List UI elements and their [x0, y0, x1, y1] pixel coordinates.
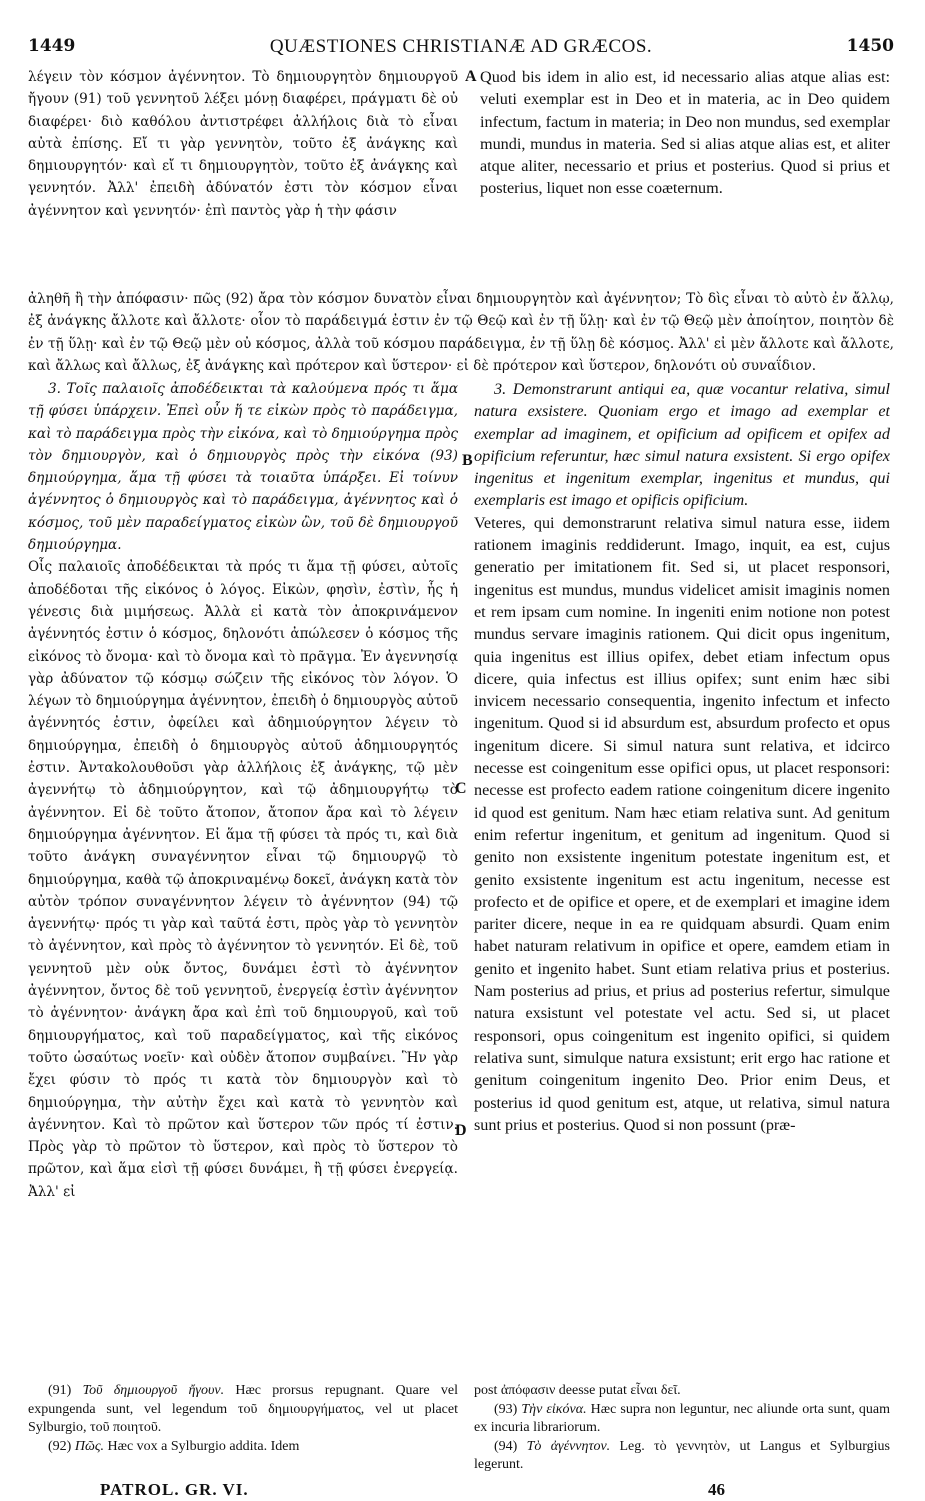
page-number-left: 1449 — [28, 36, 76, 56]
full-width-greek — [28, 288, 894, 376]
latin-section-heading: 3. Demonstrarunt antiqui ea, quæ vocantur relativa, simul natura exsistere. Quoniam ergo et imago ad exemplar et exemplar ad imaginem, et opificium ad opificem et opifex ad opificium referuntur, hæc simul natura exsistent. Si ergo opifex ingenitus et ingenitum exemplar, ingenitus et mundus, qui exemplaris est imago et opificis opificium. — [474, 380, 890, 510]
footnote-93 — [474, 1401, 890, 1438]
footnote-lemma: Τὴν εἰκόνα. — [521, 1401, 587, 1417]
greek-body-text: Οἷς παλαιοῖς ἀποδέδεικται τὰ πρός τι ἅμα τῇ φύσει, αὐτοῖς ἀποδέδοται τῆς εἰκόνος ὁ λόγος. Εἰκὼν, φησὶν, ἐστὶν, ἧς ἡ γένεσις διὰ μιμήσεως. Ἀλλὰ εἰ κατὰ τὸν ἀποκρινάμενον ἀγέννητός ἐστιν ὁ κόσμος, δηλονότι ἀπώλεσεν ὁ κόσμος τῆς εἰκόνος τὸ ὄνομα· καὶ τὸ ὄνομα καὶ τὸ πρᾶγμα. Ἐν ἀγεννησίᾳ γὰρ ἀδύνατον τῷ κόσμῳ σώζειν τῆς εἰκόνος τὸν λόγον. Ὁ λέγων τὸ δημιούργημα ἀγέννητον, ἐπειδὴ ὁ δημιουργὸς αὐτοῦ ἀγέννητός ἐστιν, ὀφείλει καὶ ἀδημιούργητον λέγειν τὸ δημιούργημα, ἐπειδὴ ὁ δημιουργὸς αὐτοῦ ἀδημιουργητός ἐστιν. Ἀνταkολουθοῦσι γὰρ ἀλλήλοις ἐξ ἀνάγκης, τῷ μὲν ἀγεννήτῳ τὸ ἀδημιούργητον, καὶ τῷ ἀδημιουργήτῳ τὸ ἀγέννητον. Εἰ δὲ τοῦτο ἄτοπον, ἄτοπον ἄρα καὶ τὸ λέγειν δημιούργημα ἀγέννητον. Εἰ ἅμα τῇ φύσει τὰ πρός τι, καὶ διὰ τοῦτο ἀνάγκη συναγέννητον εἶναι τῷ δημιουργῷ τὸ δημιούργημα, καθὰ τῷ ἀποκριναμένῳ δοκεῖ, ἀνάγκη κατὰ τὸν αὐτὸν τρόπον συναγέννητον λέγειν τὸ ἀγέννητον (94) τῷ ἀγεννήτῳ· πρός τι γὰρ καὶ ταῦτά ἐστι, πρὸς γὰρ τὸ γεννητὸν τὸ ἀγέννητον, καὶ πρὸς τὸ ἀγέννητον τὸ γεννητόν. Εἰ δὲ, τοῦ γεννητοῦ μὲν οὐκ ὄντος, δυνάμει ἐστὶ τὸ ἀγέννητον ἀγέννητον, ὄντος δὲ τοῦ γεννητοῦ, ἐνεργείᾳ ἐστὶν ἀγέννητον τὸ ἀγέννητον· ἀνάγκη ἄρα καὶ ἐπὶ τοῦ δημιουργοῦ, καὶ τοῦ δημιουργήματος, καὶ τοῦ παραδείγματος, καὶ τῆς εἰκόνος τοῦτο ὡσαύτως νοεῖν· καὶ οὐδὲν ἄτοπον συμβαίνει. Ἣν γὰρ ἔχει φύσιν τὸ πρός τι κατὰ τὸν δημιουργὸν καὶ τὸ δημιούργημα, τὴν αὐτὴν ἔχει καὶ κατὰ τὸ γεννητὸν καὶ ἀγέννητον. Καὶ τὸ πρῶτον καὶ ὕστερον τῶν πρός τί ἐστιν. Πρὸς γὰρ τὸ πρῶτον τὸ ὕστερον, καὶ πρὸς τὸ ὕστερον τὸ πρῶτον, καὶ ἅμα εἰσὶ τῇ φύσει δυνάμει, ἢ τῇ φύσει ἐνεργείᾳ. Ἀλλ' εἰ — [28, 559, 458, 1200]
footnote-text: Leg. τὸ γεννητὸν, ut Langus et Sylburgius legerunt. — [474, 1438, 890, 1472]
gathering-number: 46 — [708, 1480, 725, 1499]
footnote-lemma: Τὸ ἀγέννητον. — [526, 1438, 611, 1454]
footnote-lemma: Τοῦ δημιουργοῦ ἤγουν. — [82, 1383, 225, 1398]
footnote-94 — [474, 1438, 890, 1475]
latin-body-text: Veteres, qui demonstrarunt relativa simul natura esse, iidem rationem imaginis reddiderunt. Imago, inquit, ea est, cujus generatio per imitationem fit. Sed si, ut placet responsori, ingenitus est mundus, mundus videlicet amisit imaginis nomen et rem ipsam cum nomine. In ingeniti enim notione non potest mundus servare imaginis rationem. Qui dicit opus ingenitum, quia ingenitus est illius opifex, debet etiam infectum opus dicere, quia infectus est illius opifex; sunt enim hæc sibi invicem necessario consequentia, ingenito infectum et infecto ingenitum. Quod si id absurdum est, absurdum profecto et opus ingenitum dicere. Si simul natura sunt relativa, et idcirco necesse est coingenitum esse opifici opus, ut placet responsori: necesse est profecto eadem ratione coingenitum dicere ingenito id quod est genitum. Nam hæc etiam relativa sunt. Ad genitum enim refertur ingenitum, et genitum ad ingenitum. Quod si genito non exsistente ingenitum potestate ingenitum est, et genito exsistente ingenitum est actu ingenitum, necesse est profecto et de opifice et opere, et de exemplari et imagine idem pariter dicere, neque in ea re quidquam absurdi. Quam enim habet naturam relativum in opifice et opere, eamdem etiam in genito et ingenito habet. Sunt etiam relativa prius et posterius. Nam posterius ad prius, et prius ad posterius refertur, simulque natura exsistunt vel potestate vel actu. Sed si, ut placet responsori, opus coingenitum est ingenito opifici, si quidem relativa sunt, simulque natura exsistunt; erit ergo hac ratione et genitum coingenitum ingenito Deo. Prior enim Deus, et posterius id quod genitum est, atque, ut relativa, simul natura sunt prius et posterius. Quod si non possunt (præ- — [474, 513, 890, 1134]
footnote-mark: (93) — [494, 1401, 518, 1417]
margin-letter-a: A — [465, 68, 477, 85]
greek-section-heading: 3. Τοῖς παλαιοῖς ἀποδέδεικται τὰ καλούμενα πρός τι ἅμα τῇ φύσει ὑπάρχειν. Ἐπεὶ οὖν ἥ τε εἰκὼν πρὸς τὸ παράδειγμα, καὶ τὸ παράδειγμα πρὸς τὴν εἰκόνα, καὶ τὸ δημιούργημα πρὸς τὸν δημιουργὸν, καὶ ὁ δημιουργὸς πρὸς τὴν εἰκόνα (93) δημιούργημα, ἅμα τῇ φύσει τὰ τοιαῦτα ὑπάρξει. Εἰ τοίνυν ἀγέννητος ὁ δημιουργὸς καὶ τὸ παράδειγμα, ἀγέννητος καὶ ὁ κόσμος, τοῦ μὲν παραδείγματος εἰκὼν ὢν, τοῦ δὲ δημιουργοῦ δημιούργημα. — [28, 381, 458, 554]
footnotes-left — [28, 1382, 458, 1478]
footnotes-right — [474, 1382, 890, 1478]
latin-main-column — [474, 378, 890, 1373]
footnote-91 — [28, 1382, 458, 1438]
footnote-92 — [28, 1438, 458, 1457]
footnote-lemma: Πῶς. — [74, 1438, 105, 1454]
footnote-text: Hæc vox a Sylburgio addita. Idem — [107, 1438, 300, 1454]
top-greek-column — [28, 66, 458, 286]
footnote-text: Hæc supra non leguntur, nec aliunde orta sunt, quam ex incuria librariorum. — [474, 1401, 890, 1435]
footnote-mark: (91) — [48, 1383, 72, 1398]
top-latin-column — [480, 66, 890, 286]
footnote-mark: (92) — [48, 1438, 72, 1454]
running-title: QUÆSTIONES CHRISTIANÆ AD GRÆCOS. — [269, 36, 653, 57]
footnote-mark: (94) — [494, 1438, 518, 1454]
top-latin-text: Quod bis idem in alio est, id necessario alias atque alias est: veluti exemplar est in Deo et in materia, ac in Deo quidem infectum, factum in materia; in Deo non mundus, sed exemplar mundi, mundus in materia. Sed si alias atque alias est, et aliter atque aliter, necessario et prius et posterius. Quod si prius et posterius, liquet non esse coæternum. — [480, 68, 890, 198]
footnote-text: post ἀπόφασιν deesse putat εἶναι δεῖ. — [474, 1383, 681, 1398]
margin-letter-d: D — [455, 1122, 467, 1139]
margin-letter-c: C — [455, 780, 467, 797]
full-width-greek-text: ἀληθῆ ἢ τὴν ἀπόφασιν· πῶς (92) ἄρα τὸν κόσμον δυνατὸν εἶναι δημιουργητὸν καὶ ἀγέννητον; Τὸ δὶς εἶναι τὸ αὐτὸ ἐν ἄλλῳ, ἐξ ἀνάγκης ἄλλοτε καὶ ἄλλοτε· οἷον τὸ παράδειγμά ἐστιν ἐν τῷ Θεῷ καὶ ἐν τῇ ὕλῃ· καὶ ἐν τῷ Θεῷ μὲν ἀποίητον, ποιητὸν δὲ ἐν τῇ ὕλῃ· καὶ ἐν τῷ Θεῷ μὲν οὐ κόσμος, ἀλλὰ τοῦ κόσμου παράδειγμα, ἐν τῇ ὕλῃ δὲ κόσμος. Ἀλλ' εἰ μὲν ἄλλοτε καὶ ἄλλοτε, καὶ ἄλλως καὶ ἄλλως, ἐξ ἀνάγκης καὶ πρότερον καὶ ὕστερον· εἰ δὲ πρότερον καὶ ὕστερον, δηλονότι οὐ συναΐδιον. — [28, 291, 894, 374]
footnote-text: Hæc prorsus repugnant. Quare vel expungenda sunt, vel legendum τοῦ δημιουργήματος, vel ut placet Sylburgio, τοῦ ποιητοῦ. — [28, 1383, 458, 1435]
footnote-92-continued — [474, 1382, 890, 1401]
margin-letter-b: B — [462, 452, 473, 469]
running-header — [28, 36, 894, 58]
signature-mark: PATROL. GR. VI. — [100, 1480, 249, 1499]
top-greek-text: λέγειν τὸν κόσμον ἀγέννητον. Τὸ δημιουργητὸν δημιουργοῦ ἤγουν (91) τοῦ γεννητοῦ λέξει μόνῃ διαφέρει, πράγματι δὲ οὐ διαφέρει· διὸ καθόλου ἀντιστρέφει ἀλλήλοις διὰ τὸ εἶναι αὐτὰ ἐπίσης. Εἴ τι γὰρ γεννητὸν, τοῦτο ἐξ ἀνάγκης καὶ δημιουργητόν· καὶ εἴ τι δημιουργητὸν, τοῦτο ἐξ ἀνάγκης καὶ γεννητόν. Ἀλλ' ἐπειδὴ ἀδύνατόν ἐστι τὸν κόσμον εἶναι ἀγέννητον καὶ γεννητόν· ἐπὶ παντὸς γὰρ ἡ τὴν φάσιν — [28, 69, 458, 219]
greek-main-column — [28, 378, 458, 1373]
page-number-right: 1450 — [846, 36, 894, 56]
